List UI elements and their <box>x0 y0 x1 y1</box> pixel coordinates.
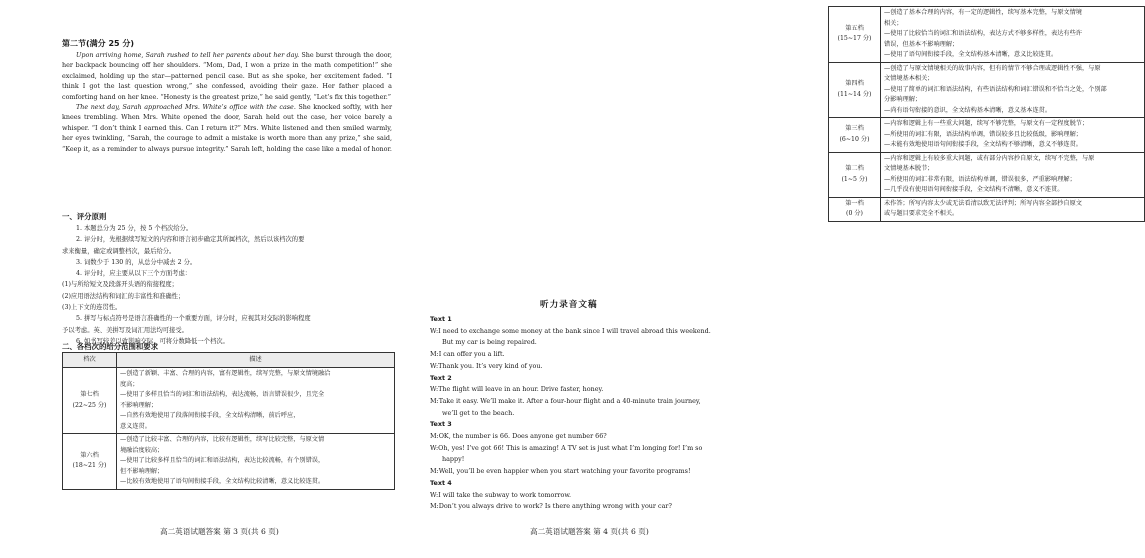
rule-line: (1)与所给短文及段落开头语的衔接程度； <box>62 281 178 289</box>
transcript-line: we’ll get to the beach. <box>442 408 515 417</box>
description-cell: —创造了新颖、丰富、合理的内容，富有逻辑性，续写完整，与原文情境融洽 度高； —使用了多样且恰当的词汇和语法结构，表达流畅，语言错误很少，且完全 不影响理解； —自然有效地使用了段落间衔接手段，全文结构清晰，前后呼应， 意义连贯。 <box>117 368 395 434</box>
table-row <box>829 7 1145 63</box>
rule-line: (2)应用语法结构和词汇的丰富性和准确性； <box>62 292 185 300</box>
transcript-line: W:Thank you. It’s very kind of you. <box>430 361 543 370</box>
transcript-line: M:Take it easy. We’ll make it. After a four-hour flight and a 40-minute train journey, <box>430 396 701 405</box>
table-row <box>63 434 395 490</box>
table-header-row <box>63 353 395 368</box>
table-row <box>829 152 1145 197</box>
table-row <box>829 197 1145 221</box>
story-paragraph: The next day, Sarah approached Mrs. White’s office with the case. She knocked softly, with her knees trembling. When Mrs. White opened the door, Sarah held out the case, her voice barely a whisper. “I don’t think I earned this. Can I return it?” Mrs. White listened and then smiled warmly, her eyes twinkling, “Sarah, the courage to admit a mistake is worth more than any prize,” she said, “Keep it, as a reminder to always pursue integrity.” Sarah left, holding the case like a medal of honor. <box>62 103 392 153</box>
transcript-line: happy! <box>442 455 465 464</box>
table-row <box>63 368 395 434</box>
listening-title: 听力录音文稿 <box>540 300 598 310</box>
description-cell: 未作答；所写内容太少或无法看清以致无法评判；所写内容全部抄自原文 或与题目要求完全不相关。 <box>881 197 1145 221</box>
description-cell: —创造了比较丰富、合理的内容，比较有逻辑性，续写比较完整，与原文情 境融洽度较高； —使用了比较多样且恰当的词汇和语法结构，表达比较流畅，有个别错误， 但不影响理解； —比较有效地使用了语句间衔接手段，全文结构比较清晰，意义比较连贯。 <box>117 434 395 490</box>
level-cell: 第五档 (15~17 分) <box>829 7 881 63</box>
transcript-line: W:The flight will leave in an hour. Drive faster, honey. <box>430 385 604 394</box>
rule-line: 予以考虑。英、美拼写及词汇用法均可接受。 <box>62 326 188 334</box>
rule-line: (3)上下文的连贯性。 <box>62 304 122 312</box>
transcript-line: M:Well, you’ll be even happier when you start watching your favorite programs! <box>430 467 691 476</box>
section-title: 第二节(满分 25 分) <box>62 39 135 48</box>
grading-table-continued <box>828 6 1145 222</box>
right-page <box>400 0 1107 558</box>
page-footer: 高二英语试题答案 第 4 页(共 6 页) <box>530 527 649 536</box>
level-cell: 第一档 (0 分) <box>829 197 881 221</box>
rules-list <box>62 223 392 347</box>
rule-line: 5. 拼写与标点符号是语言准确性的一个重要方面，评分时，应视其对交际的影响程度 <box>76 315 311 323</box>
rules-heading: 一、评分原则 <box>62 212 107 221</box>
transcript-line: M:OK, the number is 66. Does anyone get number 66? <box>430 432 607 441</box>
text-heading: Text 2 <box>430 373 452 382</box>
rule-line: 2. 评分时，先根据续写短文的内容和语言初步确定其所属档次，然后以该档次的要 <box>76 236 305 244</box>
story-text <box>62 50 392 154</box>
transcript-line: W:I will take the subway to work tomorrow. <box>430 490 572 499</box>
transcript-line: W:I need to exchange some money at the bank since I will travel abroad this weekend. <box>430 326 711 335</box>
description-cell: —内容和逻辑上有较多重大问题，或有部分内容抄自原文，续写不完整，与原 文情境基本脱节； —所使用的词汇非常有限，语法结构单调，错误很多，严重影响理解； —几乎没有使用语句间衔接手段，全文结构不清晰，意义不连贯。 <box>881 152 1145 197</box>
text-heading: Text 3 <box>430 420 452 429</box>
column-header-description: 描述 <box>117 353 395 368</box>
level-cell: 第三档 (6~10 分) <box>829 118 881 153</box>
transcript-line: M:I can offer you a lift. <box>430 350 505 359</box>
text-heading: Text 1 <box>430 315 452 323</box>
transcript-line: W:Oh, yes! I’ve got 66! This is amazing! A TV set is just what I’m longing for! I’m so <box>430 443 703 452</box>
rule-line: 求来衡量，确定或调整档次，最后给分。 <box>62 247 176 255</box>
story-paragraph: Upon arriving home, Sarah rushed to tell her parents about her day. She burst through the door, her backpack bouncing off her shoulders. “Mom, Dad, I won a prize in the math competition!” she exclaimed, holding up the star—patterned pencil case. But as she spoke, her excitement faded. “I think I got the last question wrong,” she confessed, avoiding their gaze. Her father placed a comforting hand on her knee. “Honesty is the greatest prize,” he said gently, “Let’s fix this together.” <box>62 51 392 101</box>
level-cell: 第七档 (22~25 分) <box>63 368 117 434</box>
transcript-line: M:Don’t you always drive to work? Is there anything wrong with your car? <box>430 502 672 511</box>
table-row <box>829 62 1145 118</box>
rule-line: 6. 如书写较差以致影响交际，可将分数降低一个档次。 <box>76 337 229 345</box>
left-page <box>0 0 400 558</box>
ranges-heading: 二、各档次的给分范围和要求 <box>62 342 159 351</box>
rule-line: 1. 本题总分为 25 分，按 5 个档次给分。 <box>76 225 193 232</box>
description-cell: —创造了与原文情境相关的故事内容，但有的情节不够合理或逻辑性不强，与原 文情境基本相关； —使用了简单的词汇和语法结构，有些语法结构和词汇错误和不恰当之处，个别部 分影响理解； —尚有语句衔接的意识，全文结构基本清晰，意义基本连贯。 <box>881 62 1145 118</box>
listening-transcript <box>430 314 770 513</box>
level-cell: 第六档 (18~21 分) <box>63 434 117 490</box>
rule-line: 4. 评分时，应主要从以下三个方面考虑： <box>76 270 192 278</box>
description-cell: —内容和逻辑上有一些重大问题，续写不够完整，与原文有一定程度脱节； —所使用的词汇有限，语法结构单调，错误较多且比较低级，影响理解； —未能有效地使用语句间衔接手段，全文结构不够清晰，意义不够连贯。 <box>881 118 1145 153</box>
page-footer: 高二英语试题答案 第 3 页(共 6 页) <box>160 527 279 536</box>
level-cell: 第二档 (1~5 分) <box>829 152 881 197</box>
table-row <box>829 118 1145 153</box>
description-cell: —创造了基本合理的内容，有一定的逻辑性，续写基本完整，与原文情境 相关； —使用了比较恰当的词汇和语法结构，表达方式不够多样性，表达有些许 错误，但基本不影响理解； —使用了语句间衔接手段，全文结构基本清晰，意义比较连贯。 <box>881 7 1145 63</box>
text-heading: Text 4 <box>430 478 452 487</box>
grading-table <box>62 352 395 490</box>
transcript-line: But my car is being repaired. <box>442 338 537 347</box>
level-cell: 第四档 (11~14 分) <box>829 62 881 118</box>
rule-line: 3. 词数少于 130 的，从总分中减去 2 分。 <box>76 258 197 266</box>
column-header-level: 档次 <box>63 353 117 368</box>
